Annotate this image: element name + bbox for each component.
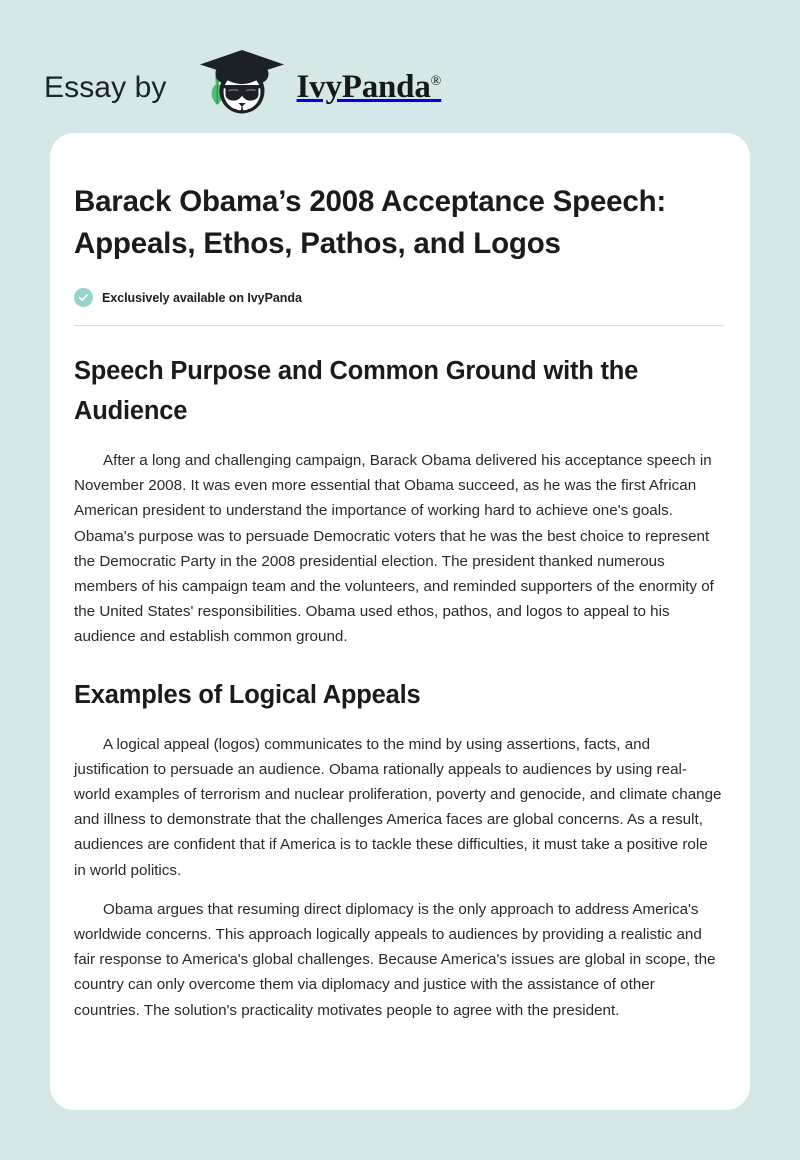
section-2-paragraph-1: A logical appeal (logos) communicates to the mind by using assertions, facts, and justification to persuade an audience. Obama rationally appeals to audiences by using real-world examples of terrorism and nuclear proliferation, poverty and genocide, and climate change and illness to demonstrate that the challenges America faces are global concerns. As a result, audiences are confident that if America is to tackle these difficulties, it must take a positive role in world politics. [74, 735, 722, 879]
page-title: Barack Obama’s 2008 Acceptance Speech: Appeals, Ethos, Pathos, and Logos [74, 185, 667, 260]
check-circle-icon [74, 288, 93, 307]
section-2-paragraph-2: Obama argues that resuming direct diplomacy is the only approach to address America's worldwide concerns. This approach logically appeals to audiences by providing a realistic and fair response to America's global challenges. Because America's issues are global in scope, the country can only overcome them via diplomacy and justice with the assistance of other countries. The solution's practicality motivates people to agree with the president. [74, 900, 716, 1019]
registered-trademark-symbol: ® [430, 74, 442, 89]
essay-by-label: Essay by [44, 70, 167, 104]
status-badge: Exclusively available on IvyPanda [102, 290, 302, 305]
panda-graduate-logo-icon [189, 51, 293, 121]
header-divider [74, 325, 724, 326]
ivypanda-logo-link[interactable] [189, 55, 442, 121]
section-heading-1: Speech Purpose and Common Ground with the Audience [74, 357, 639, 425]
essay-card-content [74, 181, 723, 1023]
brand-name-text: IvyPanda [296, 69, 431, 105]
essay-card [50, 133, 750, 1110]
section-heading-2: Examples of Logical Appeals [74, 680, 421, 709]
exclusivity-badge [74, 288, 723, 307]
section-1-paragraph-1: After a long and challenging campaign, Barack Obama delivered his acceptance speech in November 2008. It was even more essential that Obama succeed, as he was the first African American president to understand the importance of working hard to achieve one's goals. Obama's purpose was to persuade Democratic voters that he was the best choice to represent the Democratic Party in the 2008 presidential election. The president thanked numerous members of his campaign team and the volunteers, and reminded supporters of the enormity of the United States' responsibilities. Obama used ethos, pathos, and logos to appeal to his audience and establish common ground. [74, 452, 714, 646]
ivypanda-wordmark [297, 71, 442, 104]
brand-header [0, 0, 800, 133]
